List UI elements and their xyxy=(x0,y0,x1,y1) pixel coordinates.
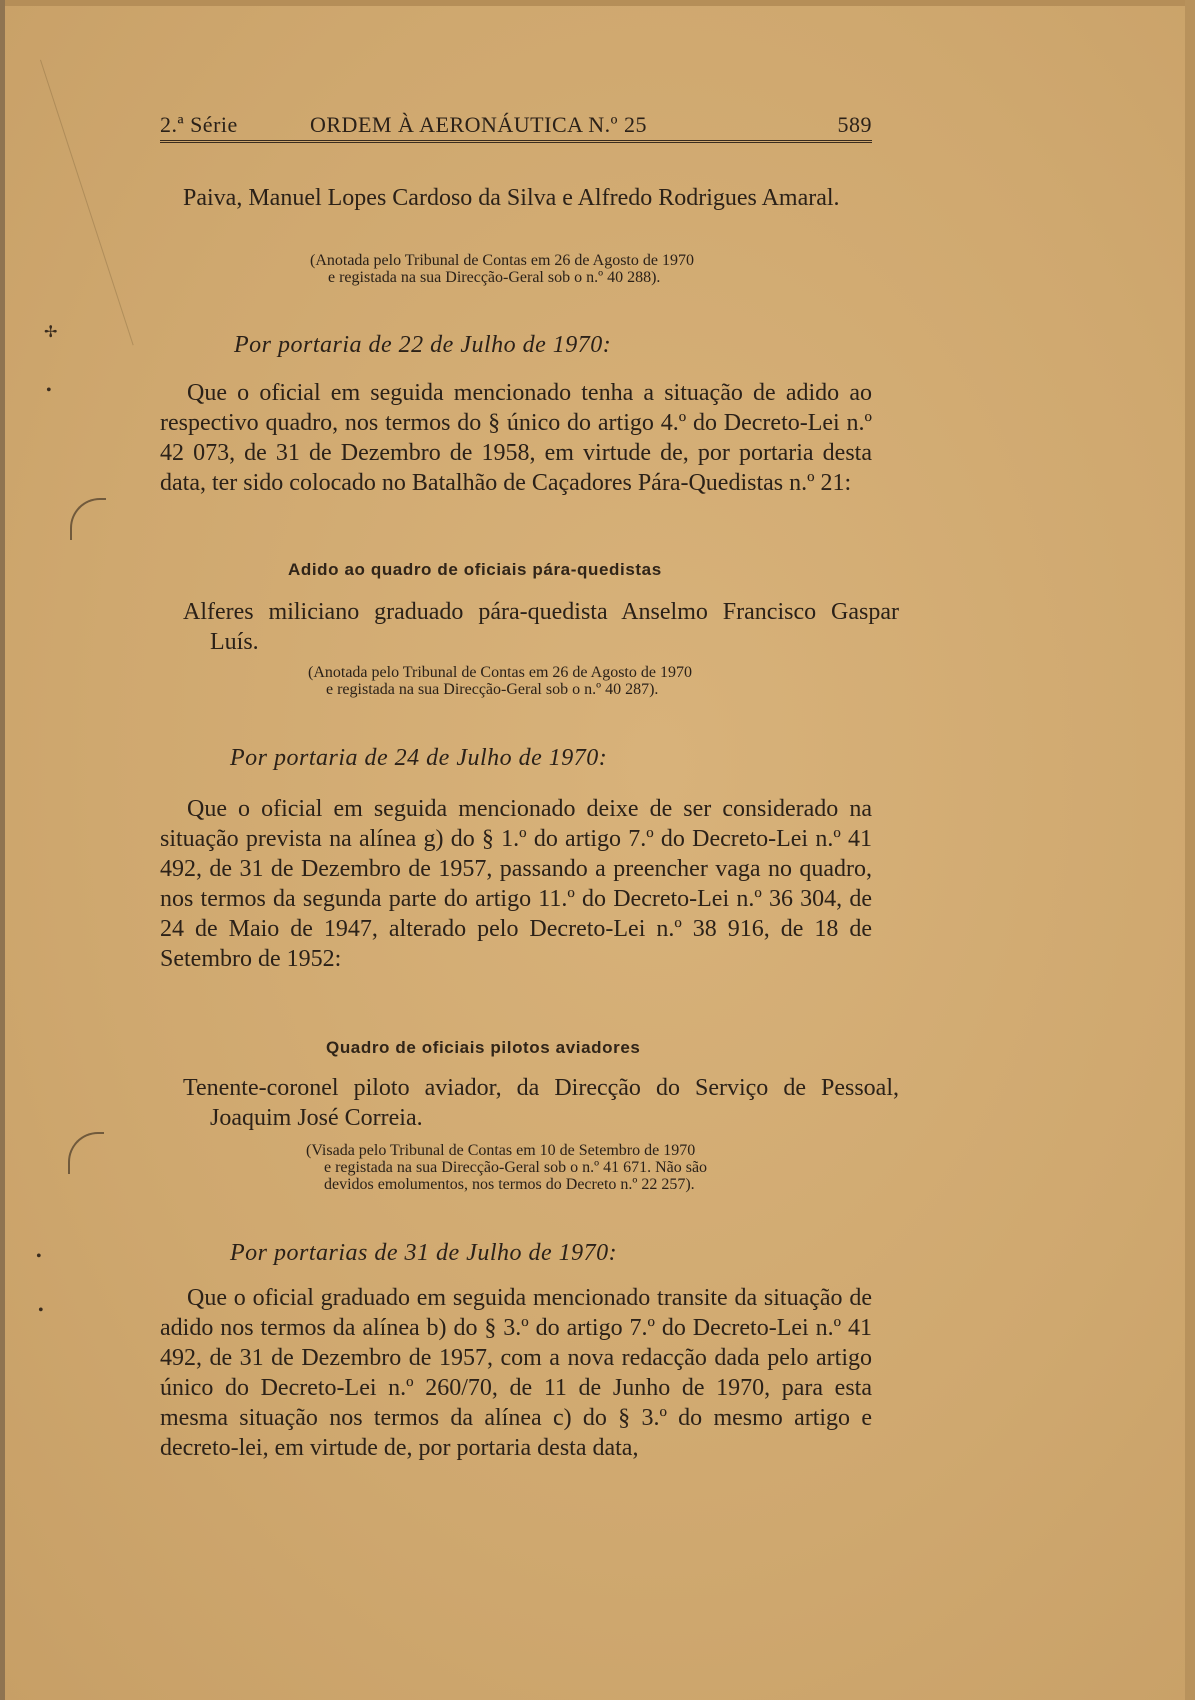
section-heading: Adido ao quadro de oficiais pára-quedistas xyxy=(288,560,662,579)
note-line: e registada na sua Direcção-Geral sob o n.º 41 671. Não são xyxy=(324,1159,708,1176)
page-number: 589 xyxy=(837,112,872,137)
note-line: (Visada pelo Tribunal de Contas em 10 de Setembro de 1970 xyxy=(306,1142,696,1159)
series-label: 2.ª Série xyxy=(160,112,238,137)
portaria-title: Por portaria de 22 de Julho de 1970: xyxy=(234,332,612,358)
personnel-entry: Tenente-coronel piloto aviador, da Direcção do Serviço de Pessoal, Joaquim José Correia. xyxy=(183,1075,899,1131)
continued-entry: Paiva, Manuel Lopes Cardoso da Silva e Alfredo Rodrigues Amaral. xyxy=(183,185,840,211)
margin-mark: ✢ xyxy=(44,324,58,341)
section-heading: Quadro de oficiais pilotos aviadores xyxy=(326,1038,641,1057)
page-edge-right xyxy=(1185,0,1195,1700)
margin-mark: • xyxy=(38,1302,44,1319)
margin-hook xyxy=(68,1132,104,1174)
page-edge-top xyxy=(0,0,1195,6)
note-line: (Anotada pelo Tribunal de Contas em 26 de Agosto de 1970 xyxy=(310,252,694,269)
portaria-title: Por portarias de 31 de Julho de 1970: xyxy=(230,1240,618,1266)
page-header xyxy=(160,112,872,143)
publication-title: ORDEM À AERONÁUTICA N.º 25 xyxy=(310,112,647,137)
note-line: devidos emolumentos, nos termos do Decreto n.º 22 257). xyxy=(324,1176,695,1193)
margin-mark: • xyxy=(36,1248,42,1265)
margin-hook xyxy=(70,498,106,540)
note-line: e registada na sua Direcção-Geral sob o n.º 40 288). xyxy=(328,269,661,286)
margin-mark: • xyxy=(46,382,52,399)
personnel-entry: Alferes miliciano graduado pára-quedista Anselmo Francisco Gaspar Luís. xyxy=(183,599,899,655)
annotation-note xyxy=(308,664,692,698)
portaria-title: Por portaria de 24 de Julho de 1970: xyxy=(230,745,608,771)
portaria-body: Que o oficial em seguida mencionado tenha a situação de adido ao respectivo quadro, nos termos do § único do artigo 4.º do Decreto-Lei n.º 42 073, de 31 de Dezembro de 1958, em virtude de, por portaria desta data, ter sido colocado no Batalhão de Caçadores Pára-Quedistas n.º 21: xyxy=(160,380,872,496)
portaria-body: Que o oficial em seguida mencionado deixe de ser considerado na situação prevista na alínea g) do § 1.º do artigo 7.º do Decreto-Lei n.º 41 492, de 31 de Dezembro de 1957, passando a preencher vaga no quadro, nos termos da segunda parte do artigo 11.º do Decreto-Lei n.º 36 304, de 24 de Maio de 1947, alterado pelo Decreto-Lei n.º 38 916, de 18 de Setembro de 1952: xyxy=(160,796,872,972)
annotation-note xyxy=(306,1142,707,1193)
note-line: (Anotada pelo Tribunal de Contas em 26 de Agosto de 1970 xyxy=(308,664,692,681)
annotation-note xyxy=(310,252,694,286)
note-line: e registada na sua Direcção-Geral sob o n.º 40 287). xyxy=(326,681,659,698)
portaria-body: Que o oficial graduado em seguida mencionado transite da situação de adido nos termos da alínea b) do § 3.º do artigo 7.º do Decreto-Lei n.º 41 492, de 31 de Dezembro de 1957, com a nova redacção dada pelo artigo único do Decreto-Lei n.º 260/70, de 11 de Junho de 1970, para esta mesma situação nos termos da alínea c) do § 3.º do mesmo artigo e decreto-lei, em virtude de, por portaria desta data, xyxy=(160,1285,872,1461)
page-edge-left xyxy=(0,0,5,1700)
